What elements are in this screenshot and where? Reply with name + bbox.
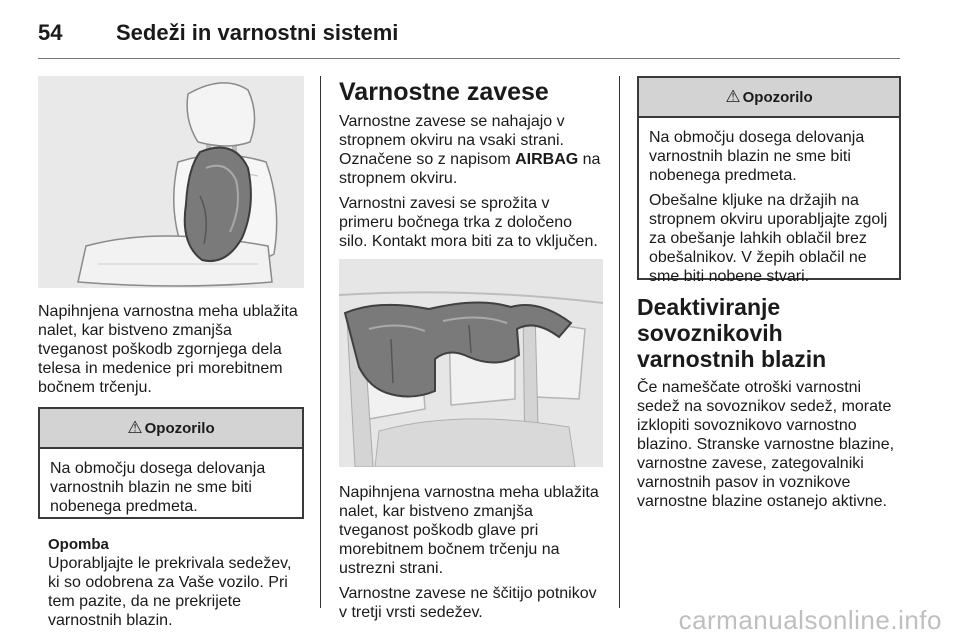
- section-heading: Deaktiviranje sovoznikovih varnostnih blazin: [637, 294, 827, 372]
- third-row-paragraph: Varnostne zavese ne ščitijo potnikov v tretji vrsti sedežev.: [339, 585, 597, 621]
- side-airbag-illustration: [38, 76, 304, 288]
- warning-body: [40, 449, 302, 528]
- section-heading: Varnostne zavese: [339, 78, 549, 106]
- warning-text: Na območju dosega delovanja varnostnih blazin ne sme biti nobenega predmeta.: [50, 460, 266, 515]
- note-title: Opomba: [48, 536, 109, 553]
- warning-triangle-icon: ⚠: [725, 87, 741, 106]
- header-rule: [38, 58, 900, 59]
- warning-text: Obešalne kljuke na držajih na stropnem okviru uporabljajte zgolj za obešanje lahkih oblačil brez obešalnikov. V žepih oblačil ne sme biti nobene stvari.: [649, 192, 888, 285]
- figure-caption: Napihnjena varnostna meha ublažita nalet, kar bistveno zmanjša tveganost poškodb zgornjega dela telesa in medenice pri morebitnem bočnem trčenju.: [38, 303, 298, 396]
- curtain-deploy-paragraph: Varnostni zavesi se sprožita v primeru bočnega trka z določeno silo. Kontakt mora biti za to vključen.: [339, 195, 598, 250]
- page-header: [38, 18, 900, 60]
- warning-header: [639, 78, 899, 118]
- warning-title: Opozorilo: [742, 89, 813, 106]
- warning-body: [639, 118, 899, 298]
- warning-triangle-icon: ⚠: [127, 418, 143, 437]
- paragraph-text: na stropnem okviru.: [339, 151, 601, 187]
- column-3: [637, 76, 901, 517]
- paragraph-text: Varnostne zavese se nahajajo v stropnem okviru na vsaki strani. Označene so z napisom: [339, 113, 565, 168]
- note-block: [38, 535, 304, 630]
- seat-airbag-drawing: [38, 76, 304, 288]
- airbag-label: AIRBAG: [515, 151, 579, 168]
- column-divider: [320, 76, 321, 608]
- column-1: [38, 76, 304, 630]
- warning-text: Na območju dosega delovanja varnostnih blazin ne sme biti nobenega predmeta.: [649, 129, 865, 184]
- page-title: Sedeži in varnostni sistemi: [116, 20, 399, 45]
- column-2: [339, 78, 603, 628]
- warning-box: [38, 407, 304, 519]
- warning-box: [637, 76, 901, 285]
- curtain-airbag-drawing: [339, 259, 603, 467]
- warning-header: [40, 409, 302, 449]
- curtain-airbag-illustration: [339, 259, 603, 467]
- curtain-location-paragraph: [339, 112, 603, 188]
- figure-caption: Napihnjena varnostna meha ublažita nalet, kar bistveno zmanjša tveganost poškodb glave pri morebitnem bočnem trčenju na ustrezni strani.: [339, 484, 599, 577]
- watermark: carmanualsonline.info: [678, 605, 942, 635]
- page-number: 54: [38, 20, 63, 45]
- warning-title: Opozorilo: [144, 420, 215, 437]
- column-divider: [619, 76, 620, 608]
- deactivation-paragraph: Če nameščate otroški varnostni sedež na sovoznikov sedež, morate izklopiti sovoznikovo varnostno blazino. Stranske varnostne blazine, varnostne zavese, zategovalniki varnostnih pasov in voznikove varnostne blazine ostanejo aktivne.: [637, 379, 895, 510]
- note-text: Uporabljajte le prekrivala sedežev, ki so odobrena za Vaše vozilo. Pri tem pazite, da ne prekrijete varnostnih blazin.: [48, 555, 292, 629]
